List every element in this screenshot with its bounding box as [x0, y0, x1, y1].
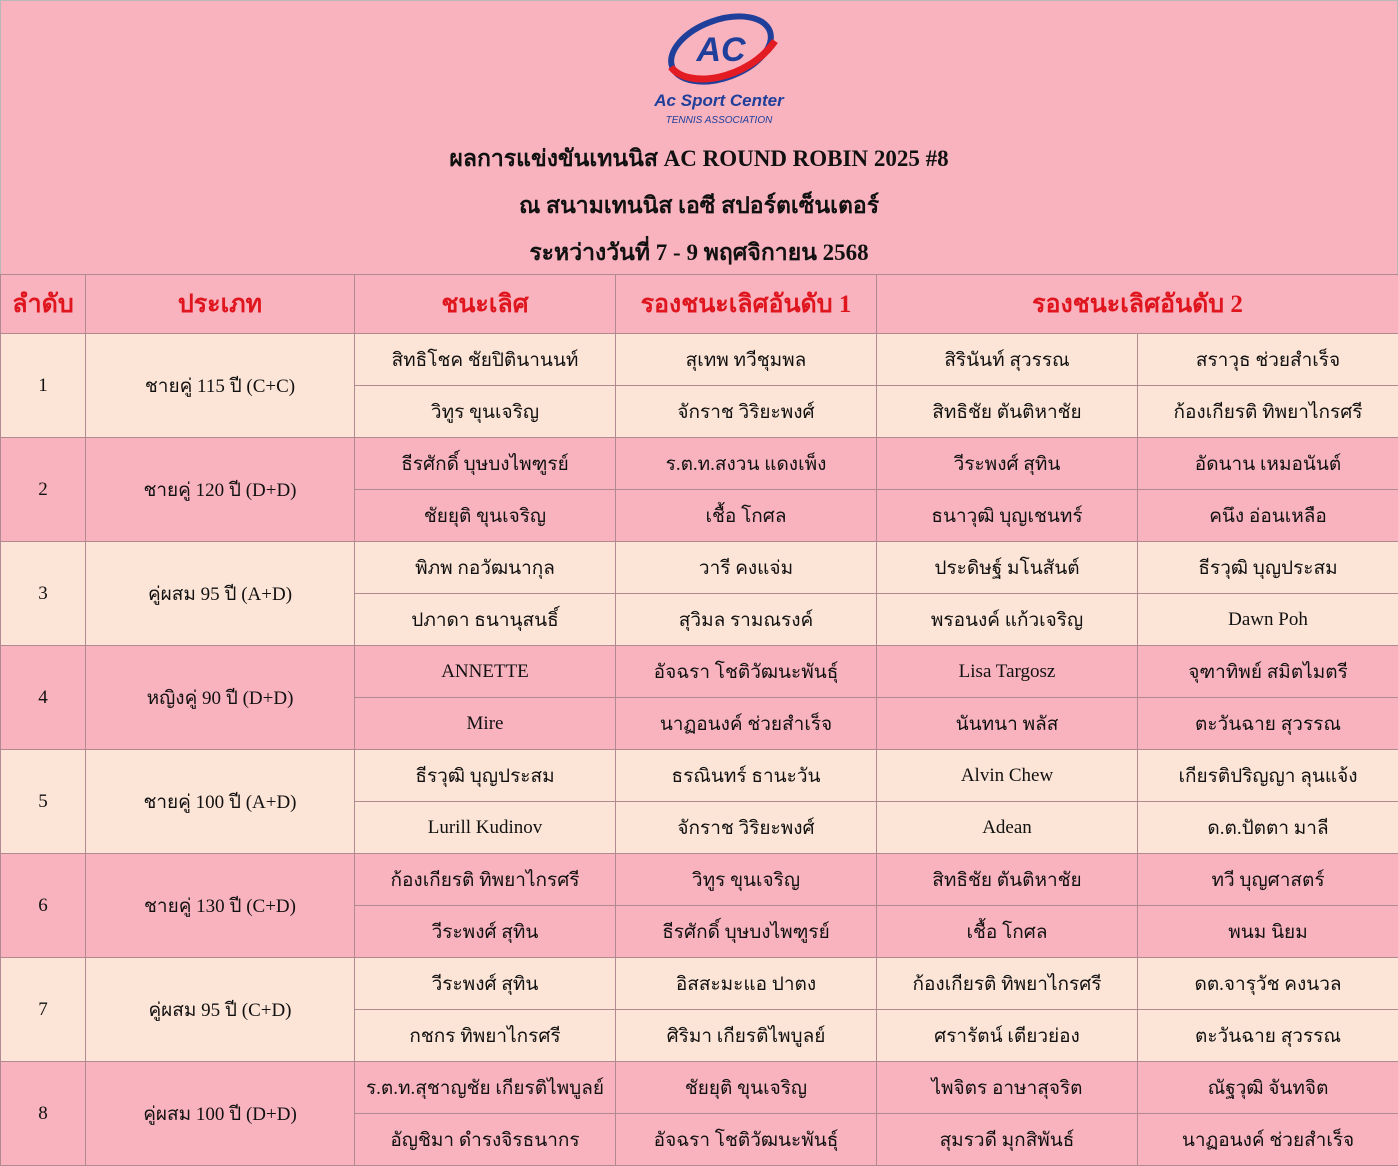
- runner-up-2a-cell: วีระพงศ์ สุทิน: [877, 438, 1138, 490]
- category-cell: คู่ผสม 95 ปี (C+D): [86, 958, 355, 1062]
- category-cell: ชายคู่ 115 ปี (C+C): [86, 334, 355, 438]
- logo-mark-text: AC: [695, 31, 746, 69]
- winner-cell: ก้องเกียรติ ทิพยาไกรศรี: [355, 854, 616, 906]
- table-row: [1, 334, 1398, 386]
- runner-up-2a-cell: ศรารัตน์ เตียวย่อง: [877, 1010, 1138, 1062]
- runner-up-1-cell: วารี คงแจ่ม: [616, 542, 877, 594]
- rank-cell: 4: [1, 646, 86, 750]
- category-cell: ชายคู่ 100 ปี (A+D): [86, 750, 355, 854]
- winner-cell: สิทธิโชค ชัยปิตินานนท์: [355, 334, 616, 386]
- runner-up-1-cell: อิสสะมะแอ ปาตง: [616, 958, 877, 1010]
- category-cell: หญิงคู่ 90 ปี (D+D): [86, 646, 355, 750]
- runner-up-2b-cell: ด.ต.ปัตตา มาลี: [1138, 802, 1398, 854]
- rank-cell: 3: [1, 542, 86, 646]
- runner-up-2b-cell: Dawn Poh: [1138, 594, 1398, 646]
- ac-logo-icon: [637, 11, 797, 127]
- venue-line: ณ สนามเทนนิส เอซี สปอร์ตเซ็นเตอร์: [1, 188, 1397, 224]
- winner-cell: Lurill Kudinov: [355, 802, 616, 854]
- category-cell: ชายคู่ 130 ปี (C+D): [86, 854, 355, 958]
- winner-cell: พิภพ กอวัฒนากุล: [355, 542, 616, 594]
- header-runner-up-1: รองชนะเลิศอันดับ 1: [616, 275, 877, 334]
- runner-up-1-cell: ชัยยุติ ขุนเจริญ: [616, 1062, 877, 1114]
- runner-up-1-cell: จักราช วิริยะพงศ์: [616, 386, 877, 438]
- runner-up-2b-cell: ตะวันฉาย สุวรรณ: [1138, 1010, 1398, 1062]
- rank-cell: 1: [1, 334, 86, 438]
- table-row: [1, 750, 1398, 802]
- runner-up-1-cell: วิทูร ขุนเจริญ: [616, 854, 877, 906]
- runner-up-2a-cell: ธนาวุฒิ บุญเชนทร์: [877, 490, 1138, 542]
- table-row: [1, 958, 1398, 1010]
- runner-up-2b-cell: ก้องเกียรติ ทิพยาไกรศรี: [1138, 386, 1398, 438]
- runner-up-2b-cell: ธีรวุฒิ บุญประสม: [1138, 542, 1398, 594]
- runner-up-2a-cell: ก้องเกียรติ ทิพยาไกรศรี: [877, 958, 1138, 1010]
- runner-up-2a-cell: Lisa Targosz: [877, 646, 1138, 698]
- runner-up-1-cell: อัจฉรา โชติวัฒนะพันธุ์: [616, 1114, 877, 1166]
- runner-up-2a-cell: ไพจิตร อาษาสุจริต: [877, 1062, 1138, 1114]
- runner-up-1-cell: ธีรศักดิ์ บุษบงไพฑูรย์: [616, 906, 877, 958]
- winner-cell: Mire: [355, 698, 616, 750]
- runner-up-1-cell: อัจฉรา โชติวัฒนะพันธุ์: [616, 646, 877, 698]
- results-body: [1, 334, 1398, 1166]
- winner-cell: วีระพงศ์ สุทิน: [355, 906, 616, 958]
- ac-sport-center-logo: [637, 11, 797, 127]
- sheet-header: [1, 1, 1397, 275]
- runner-up-2a-cell: ประดิษฐ์ มโนสันต์: [877, 542, 1138, 594]
- winner-cell: กชกร ทิพยาไกรศรี: [355, 1010, 616, 1062]
- winner-cell: ANNETTE: [355, 646, 616, 698]
- rank-cell: 5: [1, 750, 86, 854]
- runner-up-2b-cell: เกียรติปริญญา ลุนแจ้ง: [1138, 750, 1398, 802]
- winner-cell: วีระพงศ์ สุทิน: [355, 958, 616, 1010]
- runner-up-2a-cell: สิรินันท์ สุวรรณ: [877, 334, 1138, 386]
- header-winner: ชนะเลิศ: [355, 275, 616, 334]
- winner-cell: ร.ต.ท.สุชาญชัย เกียรติไพบูลย์: [355, 1062, 616, 1114]
- winner-cell: ชัยยุติ ขุนเจริญ: [355, 490, 616, 542]
- runner-up-1-cell: ร.ต.ท.สงวน แดงเพ็ง: [616, 438, 877, 490]
- runner-up-2a-cell: พรอนงค์ แก้วเจริญ: [877, 594, 1138, 646]
- rank-cell: 2: [1, 438, 86, 542]
- winner-cell: ธีรศักดิ์ บุษบงไพฑูรย์: [355, 438, 616, 490]
- logo-tagline: TENNIS ASSOCIATION: [666, 115, 773, 126]
- table-row: [1, 646, 1398, 698]
- winner-cell: ปภาดา ธนานุสนธิ์: [355, 594, 616, 646]
- runner-up-2b-cell: ดต.จารุวัช คงนวล: [1138, 958, 1398, 1010]
- results-table: [0, 274, 1398, 1166]
- runner-up-2a-cell: นันทนา พลัส: [877, 698, 1138, 750]
- winner-cell: วิทูร ขุนเจริญ: [355, 386, 616, 438]
- page-title: ผลการแข่งขันเทนนิส AC ROUND ROBIN 2025 #8: [1, 141, 1397, 177]
- runner-up-1-cell: นาฏอนงค์ ช่วยสำเร็จ: [616, 698, 877, 750]
- table-row: [1, 854, 1398, 906]
- runner-up-1-cell: สุเทพ ทวีชุมพล: [616, 334, 877, 386]
- header-runner-up-2: รองชนะเลิศอันดับ 2: [877, 275, 1398, 334]
- table-header-row: [1, 275, 1398, 334]
- table-row: [1, 542, 1398, 594]
- runner-up-2a-cell: สิทธิชัย ตันติหาชัย: [877, 386, 1138, 438]
- winner-cell: อัญชิมา ดำรงจิรธนากร: [355, 1114, 616, 1166]
- runner-up-1-cell: ธรณินทร์ ธานะวัน: [616, 750, 877, 802]
- runner-up-2a-cell: สิทธิชัย ตันติหาชัย: [877, 854, 1138, 906]
- rank-cell: 7: [1, 958, 86, 1062]
- category-cell: คู่ผสม 100 ปี (D+D): [86, 1062, 355, 1166]
- table-row: [1, 1062, 1398, 1114]
- runner-up-2b-cell: อัดนาน เหมอนันต์: [1138, 438, 1398, 490]
- runner-up-1-cell: ศิริมา เกียรติไพบูลย์: [616, 1010, 877, 1062]
- runner-up-2a-cell: สุมรวดี มุกสิพันธ์: [877, 1114, 1138, 1166]
- runner-up-2b-cell: จุฑาทิพย์ สมิตไมตรี: [1138, 646, 1398, 698]
- runner-up-1-cell: จักราช วิริยะพงศ์: [616, 802, 877, 854]
- rank-cell: 8: [1, 1062, 86, 1166]
- runner-up-1-cell: เชื้อ โกศล: [616, 490, 877, 542]
- runner-up-1-cell: สุวิมล รามณรงค์: [616, 594, 877, 646]
- runner-up-2b-cell: ณัฐวุฒิ จันทจิต: [1138, 1062, 1398, 1114]
- logo-name: Ac Sport Center: [653, 91, 785, 110]
- runner-up-2b-cell: พนม นิยม: [1138, 906, 1398, 958]
- runner-up-2b-cell: สราวุธ ช่วยสำเร็จ: [1138, 334, 1398, 386]
- runner-up-2b-cell: คนึง อ่อนเหลือ: [1138, 490, 1398, 542]
- header-rank: ลำดับ: [1, 275, 86, 334]
- table-row: [1, 438, 1398, 490]
- runner-up-2b-cell: ตะวันฉาย สุวรรณ: [1138, 698, 1398, 750]
- runner-up-2b-cell: นาฏอนงค์ ช่วยสำเร็จ: [1138, 1114, 1398, 1166]
- winner-cell: ธีรวุฒิ บุญประสม: [355, 750, 616, 802]
- category-cell: ชายคู่ 120 ปี (D+D): [86, 438, 355, 542]
- rank-cell: 6: [1, 854, 86, 958]
- runner-up-2a-cell: Adean: [877, 802, 1138, 854]
- runner-up-2a-cell: เชื้อ โกศล: [877, 906, 1138, 958]
- date-line: ระหว่างวันที่ 7 - 9 พฤศจิกายน 2568: [1, 235, 1397, 271]
- runner-up-2b-cell: ทวี บุญศาสตร์: [1138, 854, 1398, 906]
- runner-up-2a-cell: Alvin Chew: [877, 750, 1138, 802]
- header-category: ประเภท: [86, 275, 355, 334]
- category-cell: คู่ผสม 95 ปี (A+D): [86, 542, 355, 646]
